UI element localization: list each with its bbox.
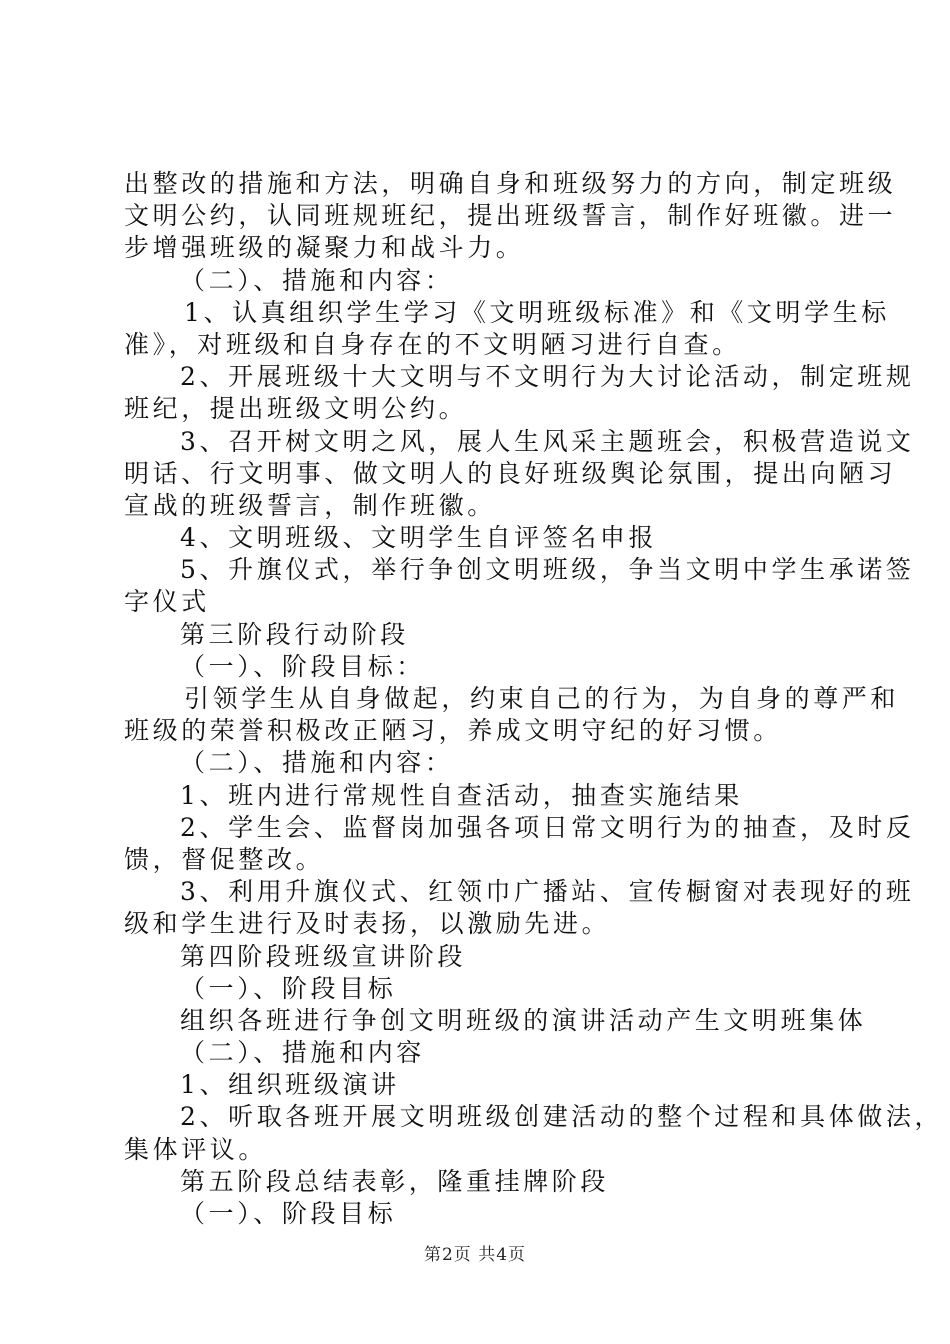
text-line: 出整改的措施和方法，明确自身和班级努力的方向，制定班级 <box>124 169 897 198</box>
text-line: 集体评议。 <box>124 1134 268 1164</box>
document-body <box>124 168 944 1230</box>
text-line: 3、召开树文明之风，展人生风采主题班会，积极营造说文 <box>180 426 915 456</box>
text-line: 3、利用升旗仪式、红领巾广播站、宣传橱窗对表现好的班 <box>180 877 915 907</box>
text-line: 字仪式 <box>124 587 210 617</box>
text-line: 文明公约，认同班规班纪，提出班级誓言，制作好班徽。进一 <box>124 201 897 231</box>
text-line: 第五阶段总结表彰，隆重挂牌阶段 <box>180 1166 610 1196</box>
page-footer: 第2页 共4页 <box>423 1245 527 1265</box>
text-line: （一）、阶段目标： <box>180 651 425 681</box>
text-line: （一）、阶段目标 <box>180 1199 397 1228</box>
text-line: 5、升旗仪式，举行争创文明班级，争当文明中学生承诺签 <box>180 555 915 585</box>
text-line: （二）、措施和内容： <box>180 265 454 295</box>
text-line: 馈，督促整改。 <box>124 844 325 874</box>
text-line: 第四阶段班级宣讲阶段 <box>180 941 467 971</box>
text-line: 级和学生进行及时表扬，以激励先进。 <box>124 909 611 939</box>
text-line: （一）、阶段目标 <box>180 973 397 1003</box>
text-line: 1、认真组织学生学习《文明班级标准》和《文明学生标 <box>184 297 890 327</box>
text-line: 明话、行文明事、做文明人的良好班级舆论氛围，提出向陋习 <box>124 458 897 488</box>
text-line: 准》，对班级和自身存在的不文明陋习进行自查。 <box>124 329 741 359</box>
text-line: 4、文明班级、文明学生自评签名申报 <box>180 523 658 553</box>
text-line: 步增强班级的凝聚力和战斗力。 <box>124 233 525 263</box>
text-line: （二）、措施和内容： <box>180 748 454 778</box>
text-line: 2、学生会、监督岗加强各项日常文明行为的抽查，及时反 <box>180 812 915 842</box>
text-line: 2、开展班级十大文明与不文明行为大讨论活动，制定班规 <box>180 362 915 392</box>
text-line: （二）、措施和内容 <box>180 1038 425 1068</box>
text-line: 第三阶段行动阶段 <box>180 619 409 649</box>
text-line: 班级的荣誉积极改正陋习，养成文明守纪的好习惯。 <box>124 716 782 746</box>
text-line: 班纪，提出班级文明公约。 <box>124 394 468 424</box>
text-line: 引领学生从自身做起，约束自己的行为，为自身的尊严和 <box>184 684 900 713</box>
text-line: 1、班内进行常规性自查活动，抽查实施结果 <box>180 780 743 810</box>
text-line: 组织各班进行争创文明班级的演讲活动产生文明班集体 <box>180 1005 867 1035</box>
text-line: 1、组织班级演讲 <box>180 1070 400 1100</box>
text-line: 宣战的班级誓言，制作班徽。 <box>124 490 496 520</box>
text-line: 2、听取各班开展文明班级创建活动的整个过程和具体做法， <box>180 1102 944 1132</box>
